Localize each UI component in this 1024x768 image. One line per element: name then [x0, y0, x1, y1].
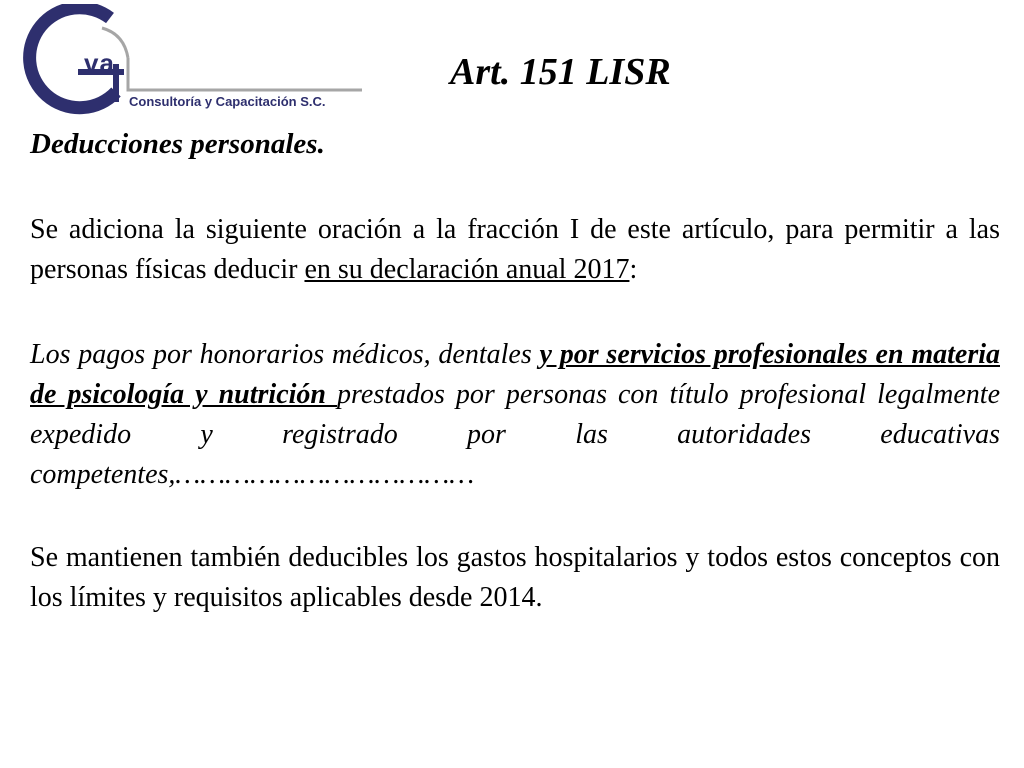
paragraph-quoted-text: [30, 335, 1000, 495]
page-title: Art. 151 LISR: [450, 51, 671, 93]
paragraph-quoted-text-a: Los pagos por honorarios médicos, dentales: [30, 339, 540, 370]
section-subtitle: Deducciones personales.: [30, 128, 325, 160]
paragraph-amendment-text: Se adiciona la siguiente oración a la fracción I de este artículo, para permitir a las personas físicas deducir: [30, 214, 1000, 285]
paragraph-amendment-underlined: en su declaración anual 2017: [304, 254, 630, 285]
paragraph-quoted-emphasis: y por servicios profesionales en materia de psicología y nutrición: [30, 339, 1000, 410]
paragraph-quoted-text-b: prestados por personas con título profesional legalmente expedido y registrado por las autoridades educativas competentes,………………………………: [30, 379, 1000, 490]
company-logo: [6, 4, 368, 116]
paragraph-amendment: [30, 210, 1000, 290]
logo-company-name: Consultoría y Capacitación S.C.: [129, 94, 326, 109]
paragraph-hospital-expenses: Se mantienen también deducibles los gastos hospitalarios y todos estos conceptos con los límites y requisitos aplicables desde 2014.: [30, 542, 1000, 613]
logo-letters: va: [84, 48, 115, 78]
paragraph-amendment-tail: :: [629, 254, 638, 285]
